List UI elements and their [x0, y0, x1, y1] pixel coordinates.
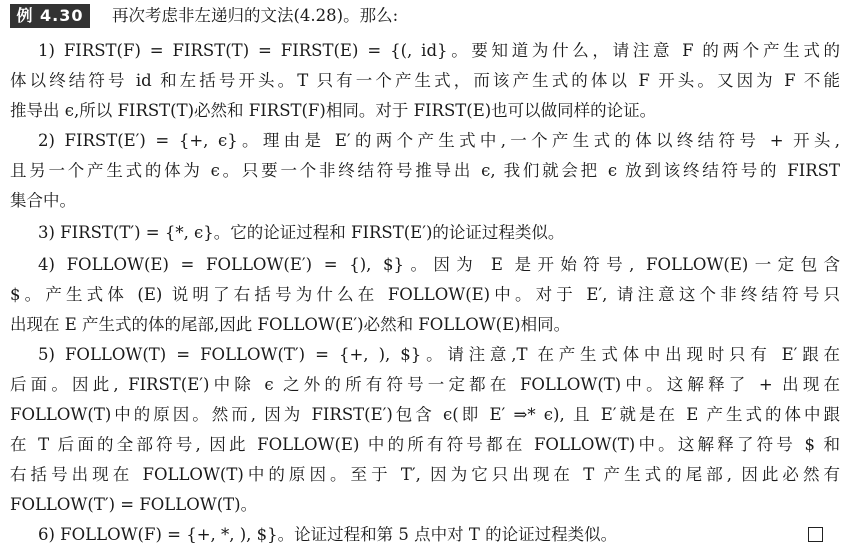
example-label: 例 4.30	[10, 4, 90, 28]
paragraph-5-line-6: FOLLOW(T′) = FOLLOW(T)。	[10, 495, 258, 514]
paragraph-4-line-1: 4) FOLLOW(E) = FOLLOW(E′) = {), $}。因为 E 是开始符号, FOLLOW(E)一定包含	[38, 255, 840, 274]
paragraph-2-line-3: 集合中。	[10, 191, 76, 210]
paragraph-1-line-2: 体以终结符号 id 和左括号开头。T 只有一个产生式，而该产生式的体以 F 开头。又因为 F 不能	[10, 71, 840, 90]
paragraph-5-line-3: FOLLOW(T)中的原因。然而, 因为 FIRST(E′)包含 ϵ(即 E′ ⇒* ϵ), 且 E′就是在 E 产生式的体中跟	[10, 405, 840, 424]
paragraph-5-line-1: 5) FOLLOW(T) = FOLLOW(T′) = {+, ), $}。请注意,T 在产生式体中出现时只有 E′跟在	[38, 345, 840, 364]
paragraph-3-line-1: 3) FIRST(T′) = {*, ϵ}。它的论证过程和 FIRST(E′)的论证过程类似。	[38, 223, 565, 242]
paragraph-4-line-3: 出现在 E 产生式的体的尾部,因此 FOLLOW(E′)必然和 FOLLOW(E)相同。	[10, 315, 571, 334]
paragraph-1-line-1: 1) FIRST(F) = FIRST(T) = FIRST(E) = {(, id}。要知道为什么，请注意 F 的两个产生式的	[38, 41, 840, 60]
paragraph-2-line-2: 且另一个产生式的体为 ϵ。只要一个非终结符号推导出 ϵ, 我们就会把 ϵ 放到该终结符号的 FIRST	[10, 161, 840, 180]
paragraph-5-line-4: 在 T 后面的全部符号, 因此 FOLLOW(E) 中的所有符号都在 FOLLOW(T)中。这解释了符号 $ 和	[10, 435, 840, 454]
paragraph-5-line-5: 右括号出现在 FOLLOW(T)中的原因。至于 T′, 因为它只出现在 T 产生式的尾部, 因此必然有	[10, 465, 840, 484]
paragraph-4-line-2: $。产生式体 (E) 说明了右括号为什么在 FOLLOW(E)中。对于 E′, 请注意这个非终结符号只	[10, 285, 840, 304]
paragraph-6-line-1: 6) FOLLOW(F) = {+, *, ), $}。论证过程和第 5 点中对 T 的论证过程类似。	[38, 525, 618, 544]
paragraph-1-line-3: 推导出 ϵ,所以 FIRST(T)必然和 FIRST(F)相同。对于 FIRST(E)也可以做同样的论证。	[10, 101, 657, 120]
paragraph-5-line-2: 后面。因此, FIRST(E′)中除 ϵ 之外的所有符号一定都在 FOLLOW(T)中。这解释了 + 出现在	[10, 375, 840, 394]
paragraph-2-line-1: 2) FIRST(E′) = {+, ϵ}。理由是 E′的两个产生式中,一个产生式的体以终结符号 + 开头,	[38, 131, 840, 150]
example-heading: 再次考虑非左递归的文法(4.28)。那么:	[112, 6, 399, 25]
end-of-proof-box	[808, 527, 823, 542]
